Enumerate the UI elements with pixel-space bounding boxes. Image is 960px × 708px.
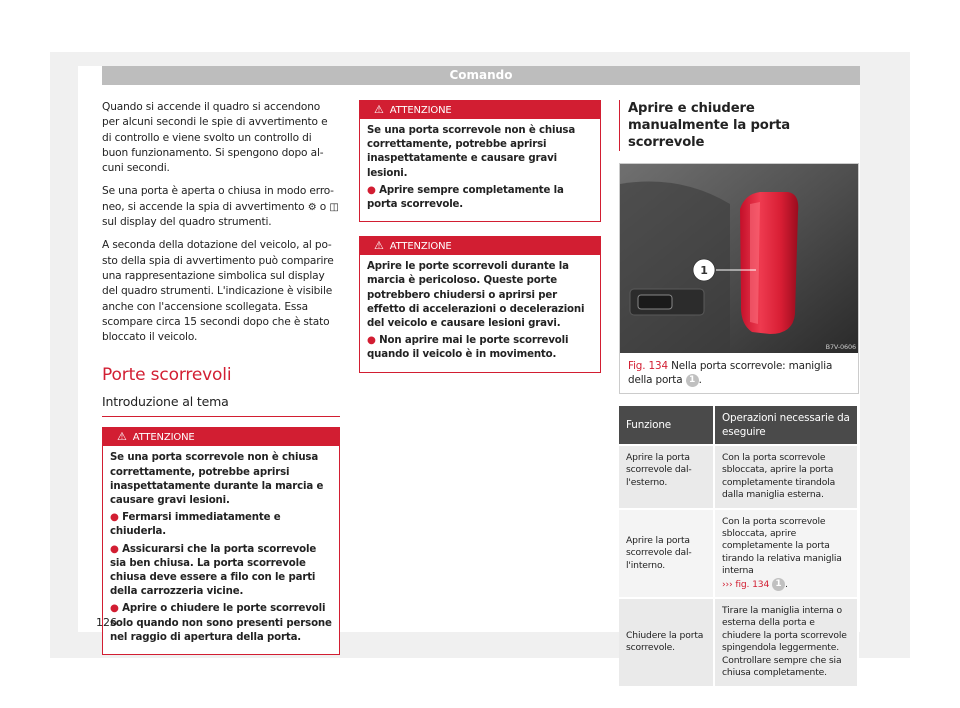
paragraph-door-warning-light: [102, 184, 340, 230]
door-handle-photo: [620, 164, 858, 353]
operations-table: [619, 406, 859, 686]
bullet-icon: ●: [367, 184, 376, 196]
table-header-operations: Operazioni necessarie da eseguire: [714, 406, 858, 445]
warning-body: [103, 446, 339, 654]
warning-text: Se una porta scorrevole non è chiusa correttamente, potrebbe aprirsi inaspettatamente durante la marcia e causare gravi lesioni.: [110, 452, 324, 507]
column-right: [619, 100, 859, 686]
warning-box: [359, 100, 601, 222]
section-heading: Aprire e chiudere manualmente la porta scorrevole: [619, 100, 859, 151]
table-header-row: [619, 406, 858, 445]
caption-end: .: [698, 374, 702, 386]
table-cell-function: Aprire la porta scorrevole dall'esterno.: [619, 445, 714, 509]
subsection-title: Introduzione al tema: [102, 394, 340, 417]
warning-bullet-text: Assicurarsi che la porta scorrevole sia ben chiusa. La porta scorrevole chiusa deve essere a filo con le parti della carrozzeria vicine.: [110, 543, 317, 598]
column-left: [102, 100, 340, 669]
warning-bullet-text: Aprire o chiudere le porte scorrevoli solo quando non sono presenti persone nel raggio di apertura della porta.: [110, 603, 332, 643]
warning-body: [360, 255, 600, 371]
window-switch-button: [638, 295, 672, 309]
column-middle: [359, 100, 601, 387]
table-row: [619, 598, 858, 685]
figure-label: Fig. 134: [628, 360, 668, 372]
table-row: [619, 509, 858, 598]
warning-bullet: [110, 543, 332, 600]
door-handle-illustration: [620, 164, 858, 353]
bullet-icon: ●: [110, 543, 119, 555]
callout-number: 1: [700, 264, 708, 277]
warning-bullet: [367, 334, 593, 362]
warning-header: [103, 428, 339, 446]
bullet-icon: ●: [110, 603, 119, 615]
table-cell-operations: Con la porta scorrevole sbloccata, aprire la porta completamente tirandola dalla maniglia esterna.: [714, 445, 858, 509]
warning-bullet: [110, 511, 332, 539]
warning-text: Se una porta scorrevole non è chiusa correttamente, potrebbe aprirsi inaspettatamente e causare gravi lesioni.: [367, 125, 576, 179]
paragraph-text-c: sul display del quadro strumenti.: [102, 216, 272, 229]
table-header-function: Funzione: [619, 406, 714, 445]
warning-text: Aprire le porte scorrevoli durante la marcia è pericoloso. Queste porte potrebbero chiudersi o aprirsi per effetto di accelerazioni o decelerazioni del veicolo e causare lesioni gravi.: [367, 261, 585, 330]
table-cell-operations: Tirare la maniglia interna o esterna della porta e chiudere la porta scorrevole spingendola leggermente. Controllare sempre che sia chiusa completamente.: [714, 598, 858, 685]
cross-ref-arrow: ›››: [722, 578, 733, 590]
table-row: [619, 445, 858, 509]
paragraph-intro: Quando si accende il quadro si accendono per alcuni secondi le spie di avvertimento e di controllo e viene svolto un controllo di buon funzionamento. Si spengono dopo alcuni secondi.: [102, 101, 328, 175]
warning-bullet-text: Aprire sempre completamente la porta scorrevole.: [367, 184, 564, 211]
table-cell-operations: [714, 509, 858, 598]
warning-bullet-text: Fermarsi immediatamente e chiuderla.: [110, 512, 281, 538]
warning-label: ATTENZIONE: [132, 432, 195, 444]
warning-box: [102, 427, 340, 655]
warning-label: ATTENZIONE: [389, 105, 452, 116]
door-warning-icon: ⚙: [307, 201, 317, 213]
car-door-icon: ◫: [329, 201, 339, 213]
figure-caption-text: Nella porta scorrevole: maniglia della porta: [628, 360, 833, 386]
paragraph-text-b: o: [319, 200, 327, 213]
paragraph-text-a: Se una porta è aperta o chiusa in modo erroneo, si accende la spia di avvertimento: [102, 185, 334, 213]
figure-code: B7V-0606: [825, 343, 856, 351]
warning-box: [359, 236, 601, 372]
page-number: 126: [96, 616, 117, 629]
warning-bullet: [367, 184, 593, 212]
bullet-icon: ●: [110, 512, 119, 524]
table-cell-function: Aprire la porta scorrevole dall'interno.: [619, 509, 714, 598]
warning-triangle-icon: ⚠: [374, 103, 384, 116]
operations-text: Con la porta scorrevole sbloccata, aprire completamente la porta tirando la relativa maniglia interna: [722, 515, 842, 577]
warning-bullet: [110, 602, 332, 645]
warning-triangle-icon: ⚠: [374, 239, 384, 253]
page-header: Comando: [102, 66, 860, 85]
warning-header: [360, 101, 600, 119]
figure-caption: [620, 353, 858, 393]
warning-body: [360, 119, 600, 221]
sliding-door-handle: [740, 192, 798, 334]
table-cell-function: Chiudere la porta scorrevole.: [619, 598, 714, 685]
figure: [619, 163, 859, 394]
callout-ref-badge: 1: [772, 578, 785, 591]
ref-end: .: [784, 578, 788, 590]
warning-label: ATTENZIONE: [389, 241, 452, 253]
callout-ref-badge: 1: [686, 374, 699, 387]
warning-header: [360, 237, 600, 255]
paragraph-display: A seconda della dotazione del veicolo, al posto della spia di avvertimento può comparire una rappresentazione simbolica sul display del quadro strumenti. L'indicazione è visibile anche con l'accensione scollegata. Essa scompare circa 15 secondi dopo che è stato bloccato il veicolo.: [102, 239, 334, 344]
section-title: Porte scorrevoli: [102, 365, 232, 386]
bullet-icon: ●: [367, 335, 376, 347]
warning-triangle-icon: ⚠: [117, 430, 127, 444]
cross-ref-link[interactable]: fig. 134: [735, 578, 770, 590]
warning-bullet-text: Non aprire mai le porte scorrevoli quando il veicolo è in movimento.: [367, 335, 569, 361]
